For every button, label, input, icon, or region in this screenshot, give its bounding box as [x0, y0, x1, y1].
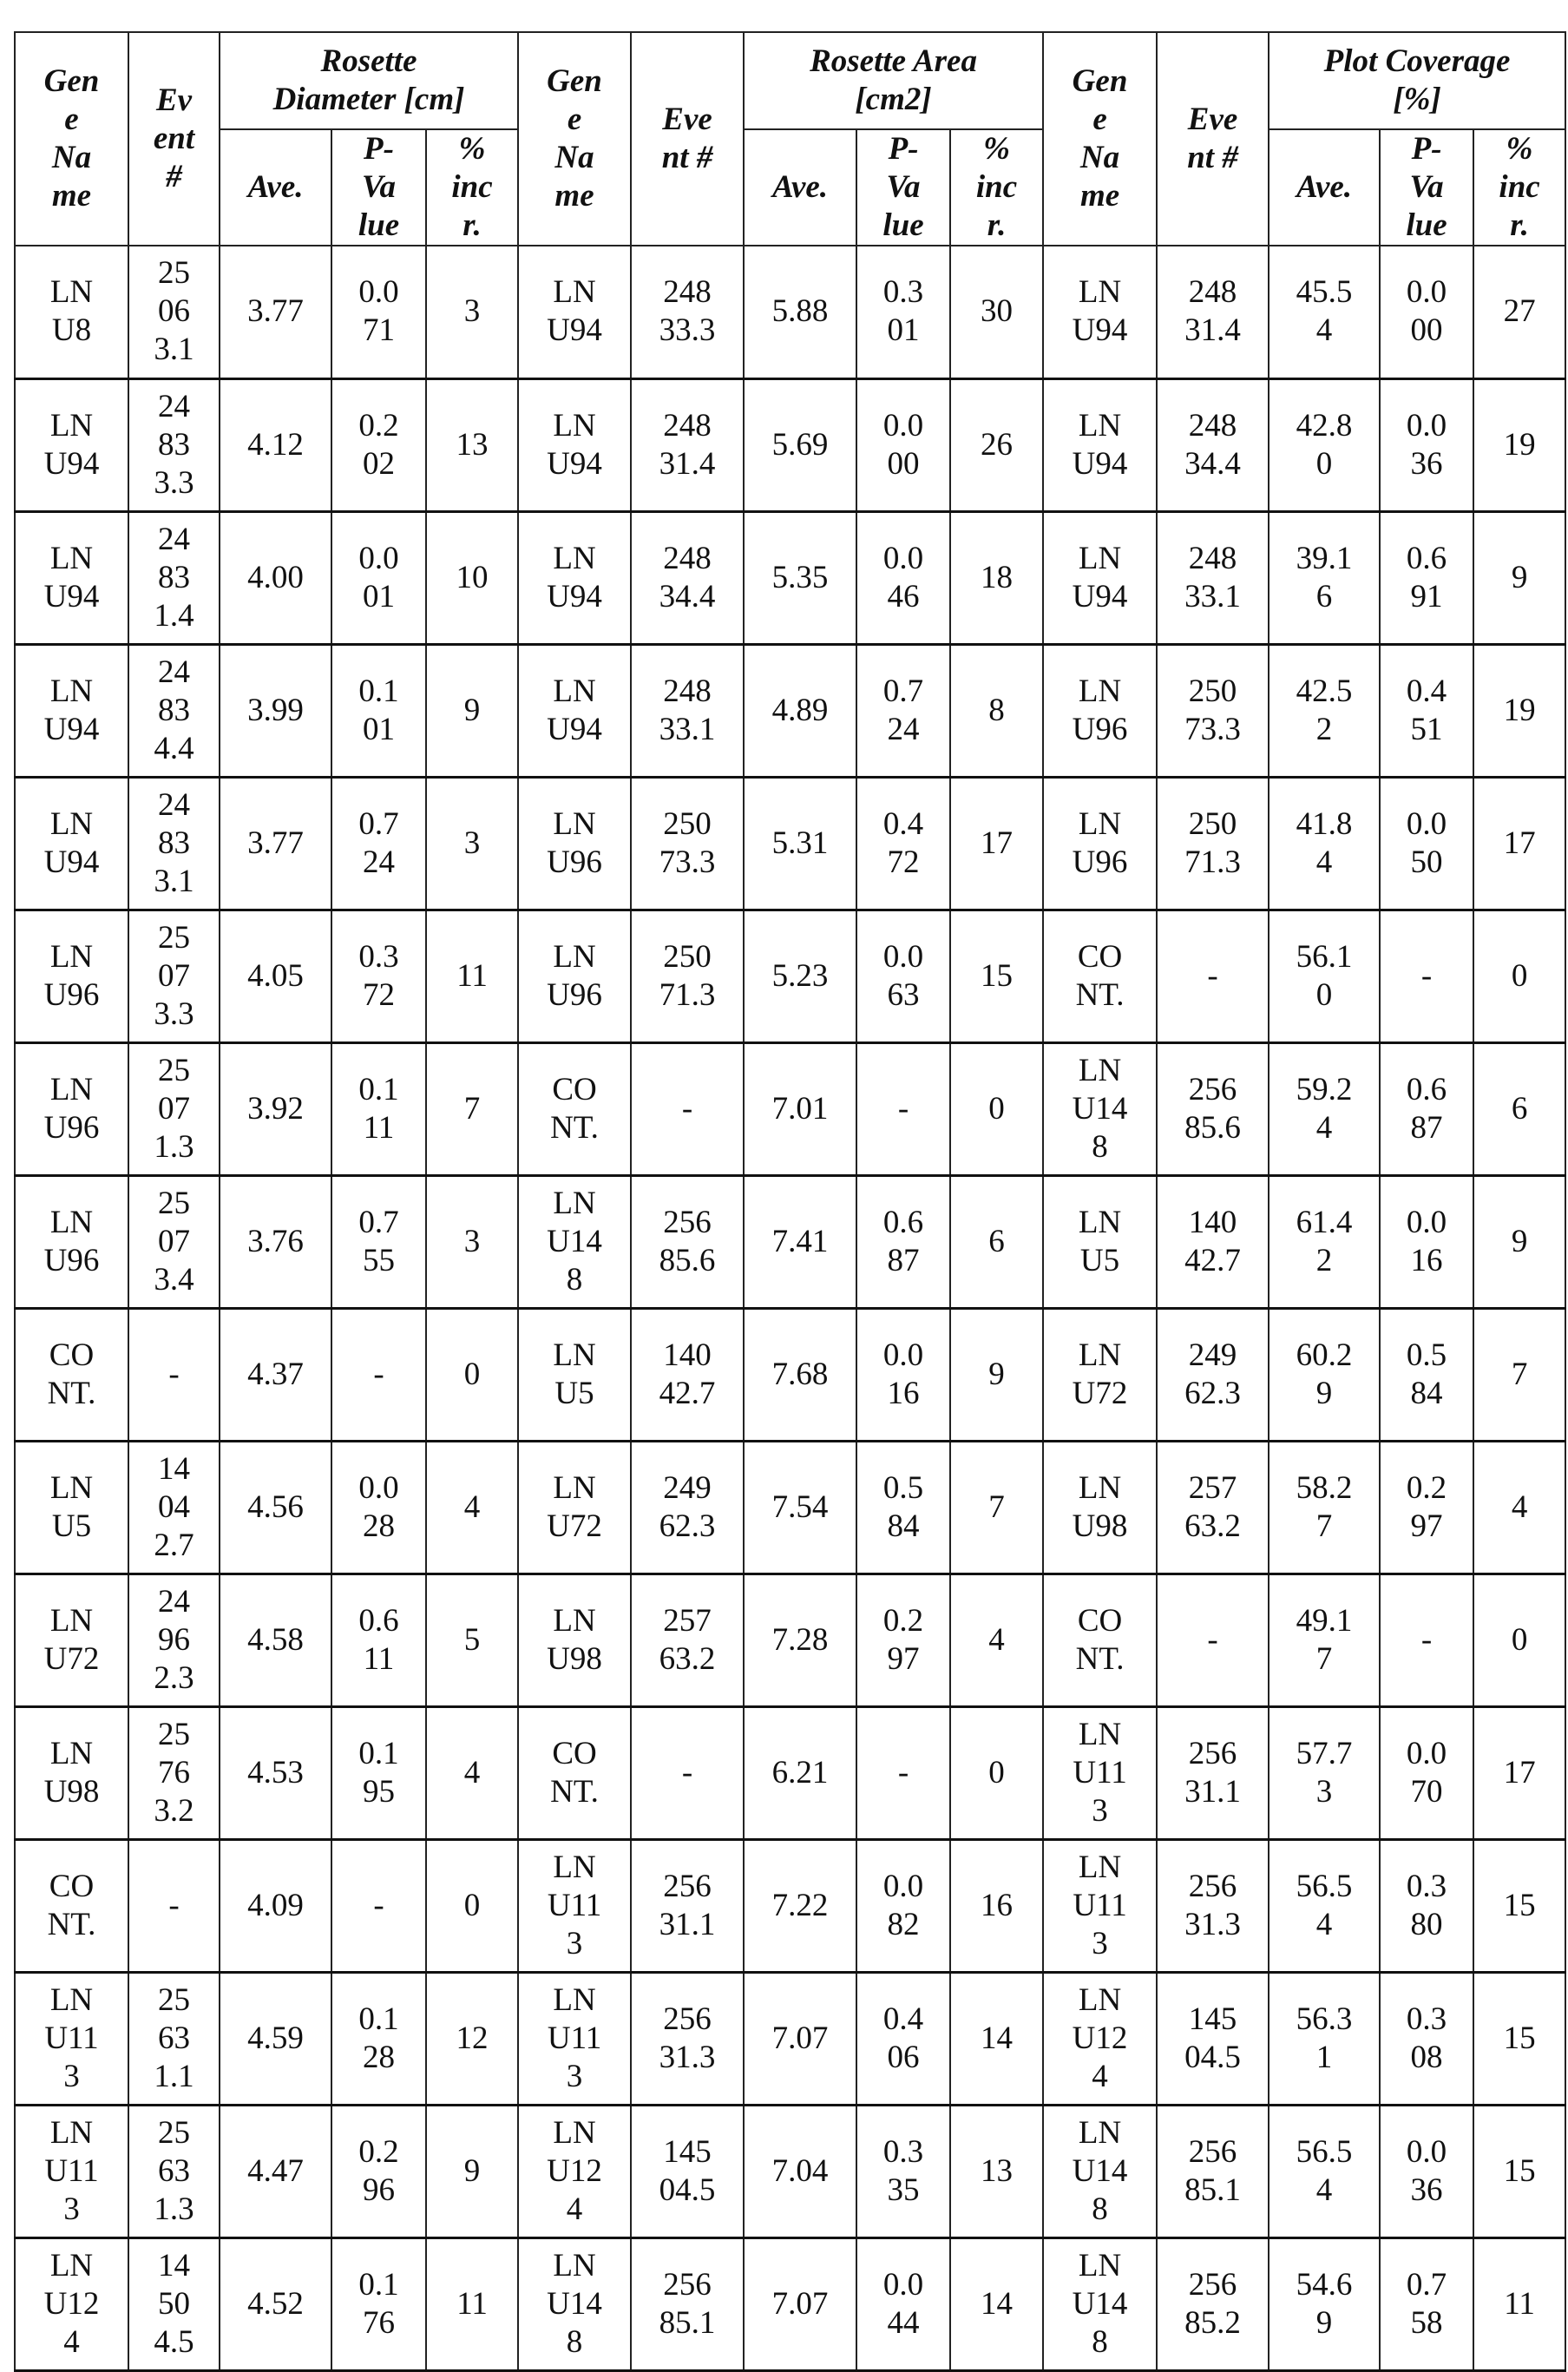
cell-event: 25 07 1.3 [128, 1042, 220, 1175]
cell-percent-incr: 27 [1473, 246, 1565, 378]
cell-event: 248 33.3 [631, 246, 744, 378]
cell-ave: 5.88 [744, 246, 856, 378]
cell-event: 256 31.1 [631, 1839, 744, 1972]
cell-event: 24 83 3.1 [128, 777, 220, 910]
cell-p-value: 0.2 96 [331, 2105, 426, 2237]
cell-percent-incr: 4 [426, 1441, 518, 1574]
cell-ave: 4.09 [220, 1839, 331, 1972]
cell-p-value: 0.0 36 [1380, 2105, 1473, 2237]
cell-percent-incr: 0 [426, 1839, 518, 1972]
cell-gene-name: LN U94 [518, 644, 631, 777]
cell-event: 256 85.1 [631, 2237, 744, 2370]
cell-gene-name: LN U11 3 [1043, 1839, 1157, 1972]
cell-percent-incr: 14 [950, 1972, 1043, 2105]
cell-event: 256 85.6 [1157, 1042, 1269, 1175]
cell-ave: 4.47 [220, 2105, 331, 2237]
cell-percent-incr: 3 [426, 777, 518, 910]
cell-gene-name: LN U14 8 [1043, 2237, 1157, 2370]
header-gene-name: Gen e Na me [518, 32, 631, 246]
cell-gene-name: LN U96 [518, 777, 631, 910]
cell-ave: 59.2 4 [1269, 1042, 1380, 1175]
cell-p-value: 0.1 76 [331, 2237, 426, 2370]
header-plot-coverage: Plot Coverage [%] [1269, 32, 1565, 129]
cell-p-value: 0.0 01 [331, 511, 426, 644]
cell-p-value: 0.7 24 [856, 644, 950, 777]
table-row [15, 378, 1565, 511]
cell-gene-name: LN U98 [1043, 1441, 1157, 1574]
cell-percent-incr: 16 [950, 1839, 1043, 1972]
cell-percent-incr: 6 [1473, 1042, 1565, 1175]
cell-event: 256 85.1 [1157, 2105, 1269, 2237]
cell-gene-name: LN U5 [1043, 1175, 1157, 1308]
header-ave: Ave. [1269, 129, 1380, 246]
cell-event: 250 71.3 [631, 910, 744, 1042]
cell-percent-incr: 4 [426, 1706, 518, 1839]
cell-event: 250 71.3 [1157, 777, 1269, 910]
cell-percent-incr: 3 [426, 1175, 518, 1308]
cell-gene-name: LN U94 [15, 644, 128, 777]
cell-p-value: 0.4 72 [856, 777, 950, 910]
cell-ave: 7.28 [744, 1574, 856, 1706]
cell-gene-name: LN U96 [15, 1175, 128, 1308]
cell-percent-incr: 12 [426, 1972, 518, 2105]
cell-event: 249 62.3 [631, 1441, 744, 1574]
cell-p-value: 0.0 63 [856, 910, 950, 1042]
cell-event: 250 73.3 [1157, 644, 1269, 777]
cell-gene-name: LN U11 3 [518, 1972, 631, 2105]
cell-event: 256 85.6 [631, 1175, 744, 1308]
table-row [15, 777, 1565, 910]
cell-gene-name: LN U14 8 [518, 2237, 631, 2370]
cell-percent-incr: 7 [950, 1441, 1043, 1574]
cell-p-value: 0.7 55 [331, 1175, 426, 1308]
cell-p-value: 0.3 35 [856, 2105, 950, 2237]
table-row [15, 1175, 1565, 1308]
cell-p-value: 0.0 82 [856, 1839, 950, 1972]
cell-event: 140 42.7 [1157, 1175, 1269, 1308]
cell-ave: 56.1 0 [1269, 910, 1380, 1042]
cell-gene-name: LN U94 [1043, 246, 1157, 378]
cell-event: - [1157, 910, 1269, 1042]
cell-gene-name: LN U72 [1043, 1308, 1157, 1441]
cell-gene-name: CO NT. [1043, 1574, 1157, 1706]
cell-ave: 42.8 0 [1269, 378, 1380, 511]
cell-ave: 56.3 1 [1269, 1972, 1380, 2105]
cell-gene-name: LN U96 [1043, 644, 1157, 777]
cell-percent-incr: 19 [1473, 644, 1565, 777]
cell-event: 140 42.7 [631, 1308, 744, 1441]
cell-gene-name: LN U11 3 [15, 2105, 128, 2237]
header-event: Eve nt # [631, 32, 744, 246]
cell-ave: 5.69 [744, 378, 856, 511]
cell-p-value: 0.0 36 [1380, 378, 1473, 511]
cell-p-value: 0.3 08 [1380, 1972, 1473, 2105]
cell-event: 24 83 1.4 [128, 511, 220, 644]
cell-gene-name: LN U8 [15, 246, 128, 378]
cell-ave: 3.77 [220, 777, 331, 910]
cell-p-value: 0.0 44 [856, 2237, 950, 2370]
header-p-value: P- Va lue [331, 129, 426, 246]
header-rosette-diameter: Rosette Diameter [cm] [220, 32, 518, 129]
cell-event: 248 34.4 [631, 511, 744, 644]
cell-gene-name: LN U94 [15, 511, 128, 644]
cell-event: 248 31.4 [1157, 246, 1269, 378]
cell-p-value: 0.0 16 [1380, 1175, 1473, 1308]
cell-ave: 4.59 [220, 1972, 331, 2105]
cell-event: 248 33.1 [631, 644, 744, 777]
cell-gene-name: CO NT. [15, 1308, 128, 1441]
cell-gene-name: LN U96 [518, 910, 631, 1042]
table-row [15, 1706, 1565, 1839]
cell-p-value: 0.0 00 [1380, 246, 1473, 378]
cell-ave: 7.68 [744, 1308, 856, 1441]
cell-event: 250 73.3 [631, 777, 744, 910]
cell-percent-incr: 15 [1473, 2105, 1565, 2237]
cell-gene-name: LN U72 [15, 1574, 128, 1706]
cell-ave: 58.2 7 [1269, 1441, 1380, 1574]
cell-event: 256 31.3 [631, 1972, 744, 2105]
cell-ave: 56.5 4 [1269, 1839, 1380, 1972]
cell-p-value: 0.3 01 [856, 246, 950, 378]
cell-percent-incr: 18 [950, 511, 1043, 644]
cell-percent-incr: 17 [1473, 1706, 1565, 1839]
cell-ave: 4.89 [744, 644, 856, 777]
results-table [14, 31, 1566, 2372]
table-row [15, 1308, 1565, 1441]
cell-p-value: 0.1 01 [331, 644, 426, 777]
cell-p-value: - [1380, 1574, 1473, 1706]
cell-event: 25 06 3.1 [128, 246, 220, 378]
cell-ave: 7.04 [744, 2105, 856, 2237]
cell-event: 145 04.5 [631, 2105, 744, 2237]
header-p-value: P- Va lue [856, 129, 950, 246]
cell-event: 248 33.1 [1157, 511, 1269, 644]
cell-event: 24 83 4.4 [128, 644, 220, 777]
cell-p-value: - [331, 1308, 426, 1441]
cell-percent-incr: 8 [950, 644, 1043, 777]
cell-percent-incr: 13 [950, 2105, 1043, 2237]
cell-gene-name: LN U94 [15, 378, 128, 511]
cell-ave: 4.56 [220, 1441, 331, 1574]
header-percent-incr: % inc r. [426, 129, 518, 246]
cell-ave: 6.21 [744, 1706, 856, 1839]
cell-p-value: 0.6 87 [1380, 1042, 1473, 1175]
cell-ave: 7.22 [744, 1839, 856, 1972]
cell-gene-name: LN U96 [1043, 777, 1157, 910]
cell-event: 256 31.1 [1157, 1706, 1269, 1839]
cell-percent-incr: 9 [426, 644, 518, 777]
cell-percent-incr: 3 [426, 246, 518, 378]
cell-p-value: 0.1 95 [331, 1706, 426, 1839]
cell-percent-incr: 26 [950, 378, 1043, 511]
cell-ave: 3.77 [220, 246, 331, 378]
cell-gene-name: LN U11 3 [1043, 1706, 1157, 1839]
cell-percent-incr: 5 [426, 1574, 518, 1706]
cell-gene-name: LN U12 4 [518, 2105, 631, 2237]
cell-p-value: 0.4 51 [1380, 644, 1473, 777]
cell-percent-incr: 4 [950, 1574, 1043, 1706]
cell-percent-incr: 17 [1473, 777, 1565, 910]
cell-gene-name: LN U96 [15, 910, 128, 1042]
cell-p-value: 0.6 11 [331, 1574, 426, 1706]
cell-event: 14 04 2.7 [128, 1441, 220, 1574]
cell-p-value: 0.0 28 [331, 1441, 426, 1574]
cell-gene-name: CO NT. [15, 1839, 128, 1972]
cell-ave: 7.41 [744, 1175, 856, 1308]
cell-p-value: 0.6 87 [856, 1175, 950, 1308]
cell-percent-incr: 9 [1473, 511, 1565, 644]
cell-event: 14 50 4.5 [128, 2237, 220, 2370]
table-row [15, 910, 1565, 1042]
cell-ave: 7.07 [744, 2237, 856, 2370]
table-row [15, 2105, 1565, 2237]
cell-p-value: 0.0 00 [856, 378, 950, 511]
cell-event: 24 96 2.3 [128, 1574, 220, 1706]
cell-event: 145 04.5 [1157, 1972, 1269, 2105]
cell-event: - [1157, 1574, 1269, 1706]
cell-p-value: 0.0 16 [856, 1308, 950, 1441]
table-body [15, 246, 1565, 2370]
cell-ave: 56.5 4 [1269, 2105, 1380, 2237]
cell-ave: 5.35 [744, 511, 856, 644]
cell-ave: 3.92 [220, 1042, 331, 1175]
cell-p-value: 0.3 72 [331, 910, 426, 1042]
header-ave: Ave. [744, 129, 856, 246]
cell-gene-name: LN U5 [15, 1441, 128, 1574]
cell-gene-name: LN U12 4 [15, 2237, 128, 2370]
cell-gene-name: LN U98 [15, 1706, 128, 1839]
cell-p-value: 0.0 50 [1380, 777, 1473, 910]
cell-ave: 61.4 2 [1269, 1175, 1380, 1308]
cell-ave: 4.52 [220, 2237, 331, 2370]
cell-event: 25 63 1.3 [128, 2105, 220, 2237]
cell-ave: 60.2 9 [1269, 1308, 1380, 1441]
cell-percent-incr: 13 [426, 378, 518, 511]
cell-gene-name: LN U96 [15, 1042, 128, 1175]
cell-gene-name: LN U94 [15, 777, 128, 910]
cell-ave: 4.05 [220, 910, 331, 1042]
cell-ave: 3.99 [220, 644, 331, 777]
cell-ave: 41.8 4 [1269, 777, 1380, 910]
cell-event: 25 07 3.3 [128, 910, 220, 1042]
cell-gene-name: CO NT. [1043, 910, 1157, 1042]
cell-percent-incr: 7 [426, 1042, 518, 1175]
cell-percent-incr: 0 [426, 1308, 518, 1441]
cell-event: 257 63.2 [631, 1574, 744, 1706]
cell-p-value: 0.5 84 [856, 1441, 950, 1574]
cell-gene-name: LN U12 4 [1043, 1972, 1157, 2105]
cell-event: 249 62.3 [1157, 1308, 1269, 1441]
cell-ave: 54.6 9 [1269, 2237, 1380, 2370]
cell-ave: 39.1 6 [1269, 511, 1380, 644]
cell-gene-name: LN U11 3 [518, 1839, 631, 1972]
cell-ave: 45.5 4 [1269, 246, 1380, 378]
cell-p-value: 0.2 02 [331, 378, 426, 511]
cell-gene-name: LN U94 [518, 246, 631, 378]
header-percent-incr: % inc r. [1473, 129, 1565, 246]
table-row [15, 246, 1565, 378]
cell-percent-incr: 9 [950, 1308, 1043, 1441]
cell-event: 248 31.4 [631, 378, 744, 511]
cell-percent-incr: 19 [1473, 378, 1565, 511]
header-gene-name: Gen e Na me [15, 32, 128, 246]
header-gene-name: Gen e Na me [1043, 32, 1157, 246]
cell-event: 256 85.2 [1157, 2237, 1269, 2370]
cell-event: 25 63 1.1 [128, 1972, 220, 2105]
cell-percent-incr: 14 [950, 2237, 1043, 2370]
cell-p-value: 0.4 06 [856, 1972, 950, 2105]
cell-percent-incr: 11 [426, 2237, 518, 2370]
cell-ave: 7.54 [744, 1441, 856, 1574]
cell-event: 25 76 3.2 [128, 1706, 220, 1839]
table-row [15, 511, 1565, 644]
cell-percent-incr: 9 [1473, 1175, 1565, 1308]
cell-p-value: 0.0 71 [331, 246, 426, 378]
cell-ave: 57.7 3 [1269, 1706, 1380, 1839]
cell-p-value: 0.7 58 [1380, 2237, 1473, 2370]
cell-ave: 7.07 [744, 1972, 856, 2105]
cell-gene-name: LN U11 3 [15, 1972, 128, 2105]
cell-percent-incr: 17 [950, 777, 1043, 910]
table-row [15, 1441, 1565, 1574]
cell-p-value: 0.6 91 [1380, 511, 1473, 644]
header-percent-incr: % inc r. [950, 129, 1043, 246]
cell-p-value: 0.3 80 [1380, 1839, 1473, 1972]
cell-gene-name: LN U94 [1043, 378, 1157, 511]
cell-gene-name: CO NT. [518, 1042, 631, 1175]
table-row [15, 2237, 1565, 2370]
cell-event: 24 83 3.3 [128, 378, 220, 511]
cell-percent-incr: 7 [1473, 1308, 1565, 1441]
cell-ave: 3.76 [220, 1175, 331, 1308]
cell-percent-incr: 0 [950, 1042, 1043, 1175]
cell-percent-incr: 0 [1473, 1574, 1565, 1706]
cell-event: - [631, 1706, 744, 1839]
cell-gene-name: LN U72 [518, 1441, 631, 1574]
cell-percent-incr: 11 [1473, 2237, 1565, 2370]
cell-p-value: - [856, 1042, 950, 1175]
table-row [15, 1574, 1565, 1706]
cell-event: 25 07 3.4 [128, 1175, 220, 1308]
header-rosette-area: Rosette Area [cm2] [744, 32, 1043, 129]
cell-ave: 4.12 [220, 378, 331, 511]
cell-percent-incr: 30 [950, 246, 1043, 378]
cell-percent-incr: 15 [950, 910, 1043, 1042]
cell-p-value: 0.0 46 [856, 511, 950, 644]
cell-ave: 42.5 2 [1269, 644, 1380, 777]
cell-gene-name: LN U14 8 [1043, 1042, 1157, 1175]
cell-ave: 7.01 [744, 1042, 856, 1175]
cell-p-value: - [331, 1839, 426, 1972]
cell-p-value: 0.0 70 [1380, 1706, 1473, 1839]
cell-gene-name: LN U14 8 [1043, 2105, 1157, 2237]
cell-gene-name: LN U98 [518, 1574, 631, 1706]
cell-event: - [631, 1042, 744, 1175]
cell-percent-incr: 10 [426, 511, 518, 644]
cell-event: - [128, 1839, 220, 1972]
cell-ave: 4.37 [220, 1308, 331, 1441]
cell-gene-name: CO NT. [518, 1706, 631, 1839]
cell-p-value: 0.2 97 [1380, 1441, 1473, 1574]
cell-ave: 5.31 [744, 777, 856, 910]
cell-ave: 49.1 7 [1269, 1574, 1380, 1706]
cell-event: 256 31.3 [1157, 1839, 1269, 1972]
cell-p-value: 0.2 97 [856, 1574, 950, 1706]
cell-percent-incr: 15 [1473, 1839, 1565, 1972]
cell-event: 248 34.4 [1157, 378, 1269, 511]
table-row [15, 644, 1565, 777]
header-p-value: P- Va lue [1380, 129, 1473, 246]
cell-gene-name: LN U5 [518, 1308, 631, 1441]
cell-percent-incr: 9 [426, 2105, 518, 2237]
cell-percent-incr: 15 [1473, 1972, 1565, 2105]
header-event: Eve nt # [1157, 32, 1269, 246]
cell-gene-name: LN U14 8 [518, 1175, 631, 1308]
cell-gene-name: LN U94 [1043, 511, 1157, 644]
cell-p-value: - [1380, 910, 1473, 1042]
cell-p-value: 0.1 11 [331, 1042, 426, 1175]
table-row [15, 1839, 1565, 1972]
cell-percent-incr: 6 [950, 1175, 1043, 1308]
header-ave: Ave. [220, 129, 331, 246]
cell-percent-incr: 0 [1473, 910, 1565, 1042]
cell-percent-incr: 11 [426, 910, 518, 1042]
cell-percent-incr: 0 [950, 1706, 1043, 1839]
header-event: Ev ent # [128, 32, 220, 246]
table-row [15, 1042, 1565, 1175]
cell-ave: 4.58 [220, 1574, 331, 1706]
cell-p-value: - [856, 1706, 950, 1839]
cell-event: 257 63.2 [1157, 1441, 1269, 1574]
cell-ave: 5.23 [744, 910, 856, 1042]
cell-percent-incr: 4 [1473, 1441, 1565, 1574]
cell-p-value: 0.5 84 [1380, 1308, 1473, 1441]
cell-ave: 4.00 [220, 511, 331, 644]
table-row [15, 1972, 1565, 2105]
cell-p-value: 0.7 24 [331, 777, 426, 910]
cell-event: - [128, 1308, 220, 1441]
cell-gene-name: LN U94 [518, 511, 631, 644]
cell-gene-name: LN U94 [518, 378, 631, 511]
cell-ave: 4.53 [220, 1706, 331, 1839]
cell-p-value: 0.1 28 [331, 1972, 426, 2105]
